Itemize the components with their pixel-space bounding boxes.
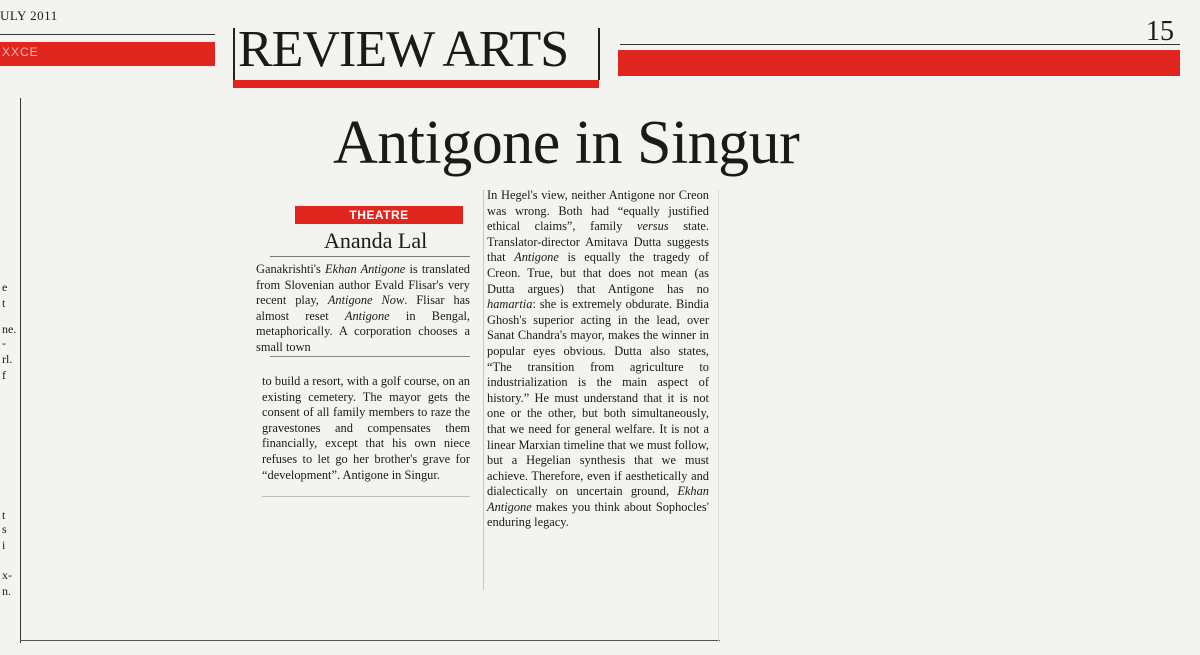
- italic-word: versus: [636, 219, 669, 234]
- italic-title: Ekhan Antigone: [325, 262, 406, 276]
- section-underline: [233, 80, 599, 88]
- italic-word: hamartia: [487, 297, 533, 312]
- text-run: is equally the tragedy of Creon. True, but that does not mean (as Dutta argues) that Antigone has no: [487, 250, 709, 296]
- italic-title: Antigone: [514, 250, 559, 265]
- text-run: . Flisar has almost reset: [256, 293, 470, 323]
- italic-title: Ekhan Antigone: [487, 484, 709, 514]
- article-headline: Antigone in Singur: [333, 109, 800, 177]
- margin-fragment: n.: [2, 584, 11, 598]
- issue-date: ULY 2011: [0, 8, 58, 23]
- italic-title: Antigone: [344, 308, 390, 323]
- paragraph: [487, 188, 709, 531]
- page-number: 15: [1146, 16, 1174, 47]
- margin-fragment: t: [2, 296, 6, 310]
- margin-fragment: t: [2, 508, 6, 522]
- clipping-edge-left: [20, 98, 21, 643]
- margin-fragment: f: [2, 368, 6, 382]
- margin-fragment: e: [2, 280, 8, 294]
- article-column-2: [487, 188, 709, 531]
- text-run: In Hegel's view, neither Antigone nor Creon was wrong. Both had “equally justified ethical claims”, family: [487, 188, 709, 234]
- column-end-rule: [262, 496, 470, 497]
- text-run: in Bengal, metaphorically. A corporation chooses a small town: [256, 308, 470, 354]
- text-run: is translated from Slovenian author Evald Flisar's very recent play,: [256, 262, 471, 308]
- category-label: THEATRE: [295, 206, 463, 224]
- header-rule-left: [0, 34, 215, 35]
- clipping-edge-right: [718, 190, 719, 642]
- italic-title: Antigone Now: [327, 293, 405, 308]
- text-run: makes you think about Sophocles' enduring legacy.: [487, 499, 709, 530]
- text-run: state. Translator-director Amitava Dutta suggests that: [487, 219, 709, 265]
- column-divider: [270, 356, 470, 357]
- margin-fragment: rl.: [2, 352, 13, 366]
- paragraph: to build a resort, with a golf course, on an existing cemetery. The mayor gets the consent of all family members to raze the gravestones and compensates them financially, except that his own niece refuses to let go her brother's grave for “development”. Antigone in Singur.: [262, 374, 470, 482]
- margin-fragment: -: [2, 336, 6, 350]
- header-bar-right: [618, 50, 1180, 76]
- header-bar-left-text: XXCE: [2, 45, 39, 59]
- text-run: Ganakrishti's: [256, 262, 325, 276]
- byline-rule: [270, 256, 470, 257]
- clipping-edge-bottom: [20, 640, 720, 641]
- text-run: : she is extremely obdurate. Bindia Ghosh's superior acting in the lead, over Sanat Chandra's mayor, makes the winner in popular eyes obvious. Dutta also states, “The transition from agriculture to industrialization is the main aspect of history.” He must understand that it is not one or the other, but both simultaneously, that we need for general welfare. It is not a linear Marxian timeline that we must follow, but a Hegelian synthesis that we must achieve. Therefore, even if aesthetically and dialectically on uncertain ground,: [487, 297, 709, 499]
- section-frame-right: [598, 28, 600, 80]
- byline: Ananda Lal: [324, 228, 428, 253]
- margin-fragment: x-: [2, 568, 12, 582]
- article-column-1-bottom: [262, 374, 470, 483]
- header-rule-right: [620, 44, 1180, 45]
- paragraph: [256, 262, 470, 356]
- section-frame-left: [233, 28, 235, 80]
- margin-fragment: s: [2, 522, 7, 536]
- margin-fragment: ne.: [2, 322, 17, 336]
- article-column-1-top: [256, 262, 470, 356]
- section-title: REVIEW ARTS: [238, 21, 569, 78]
- column-separator: [483, 190, 484, 590]
- margin-fragment: i: [2, 538, 6, 552]
